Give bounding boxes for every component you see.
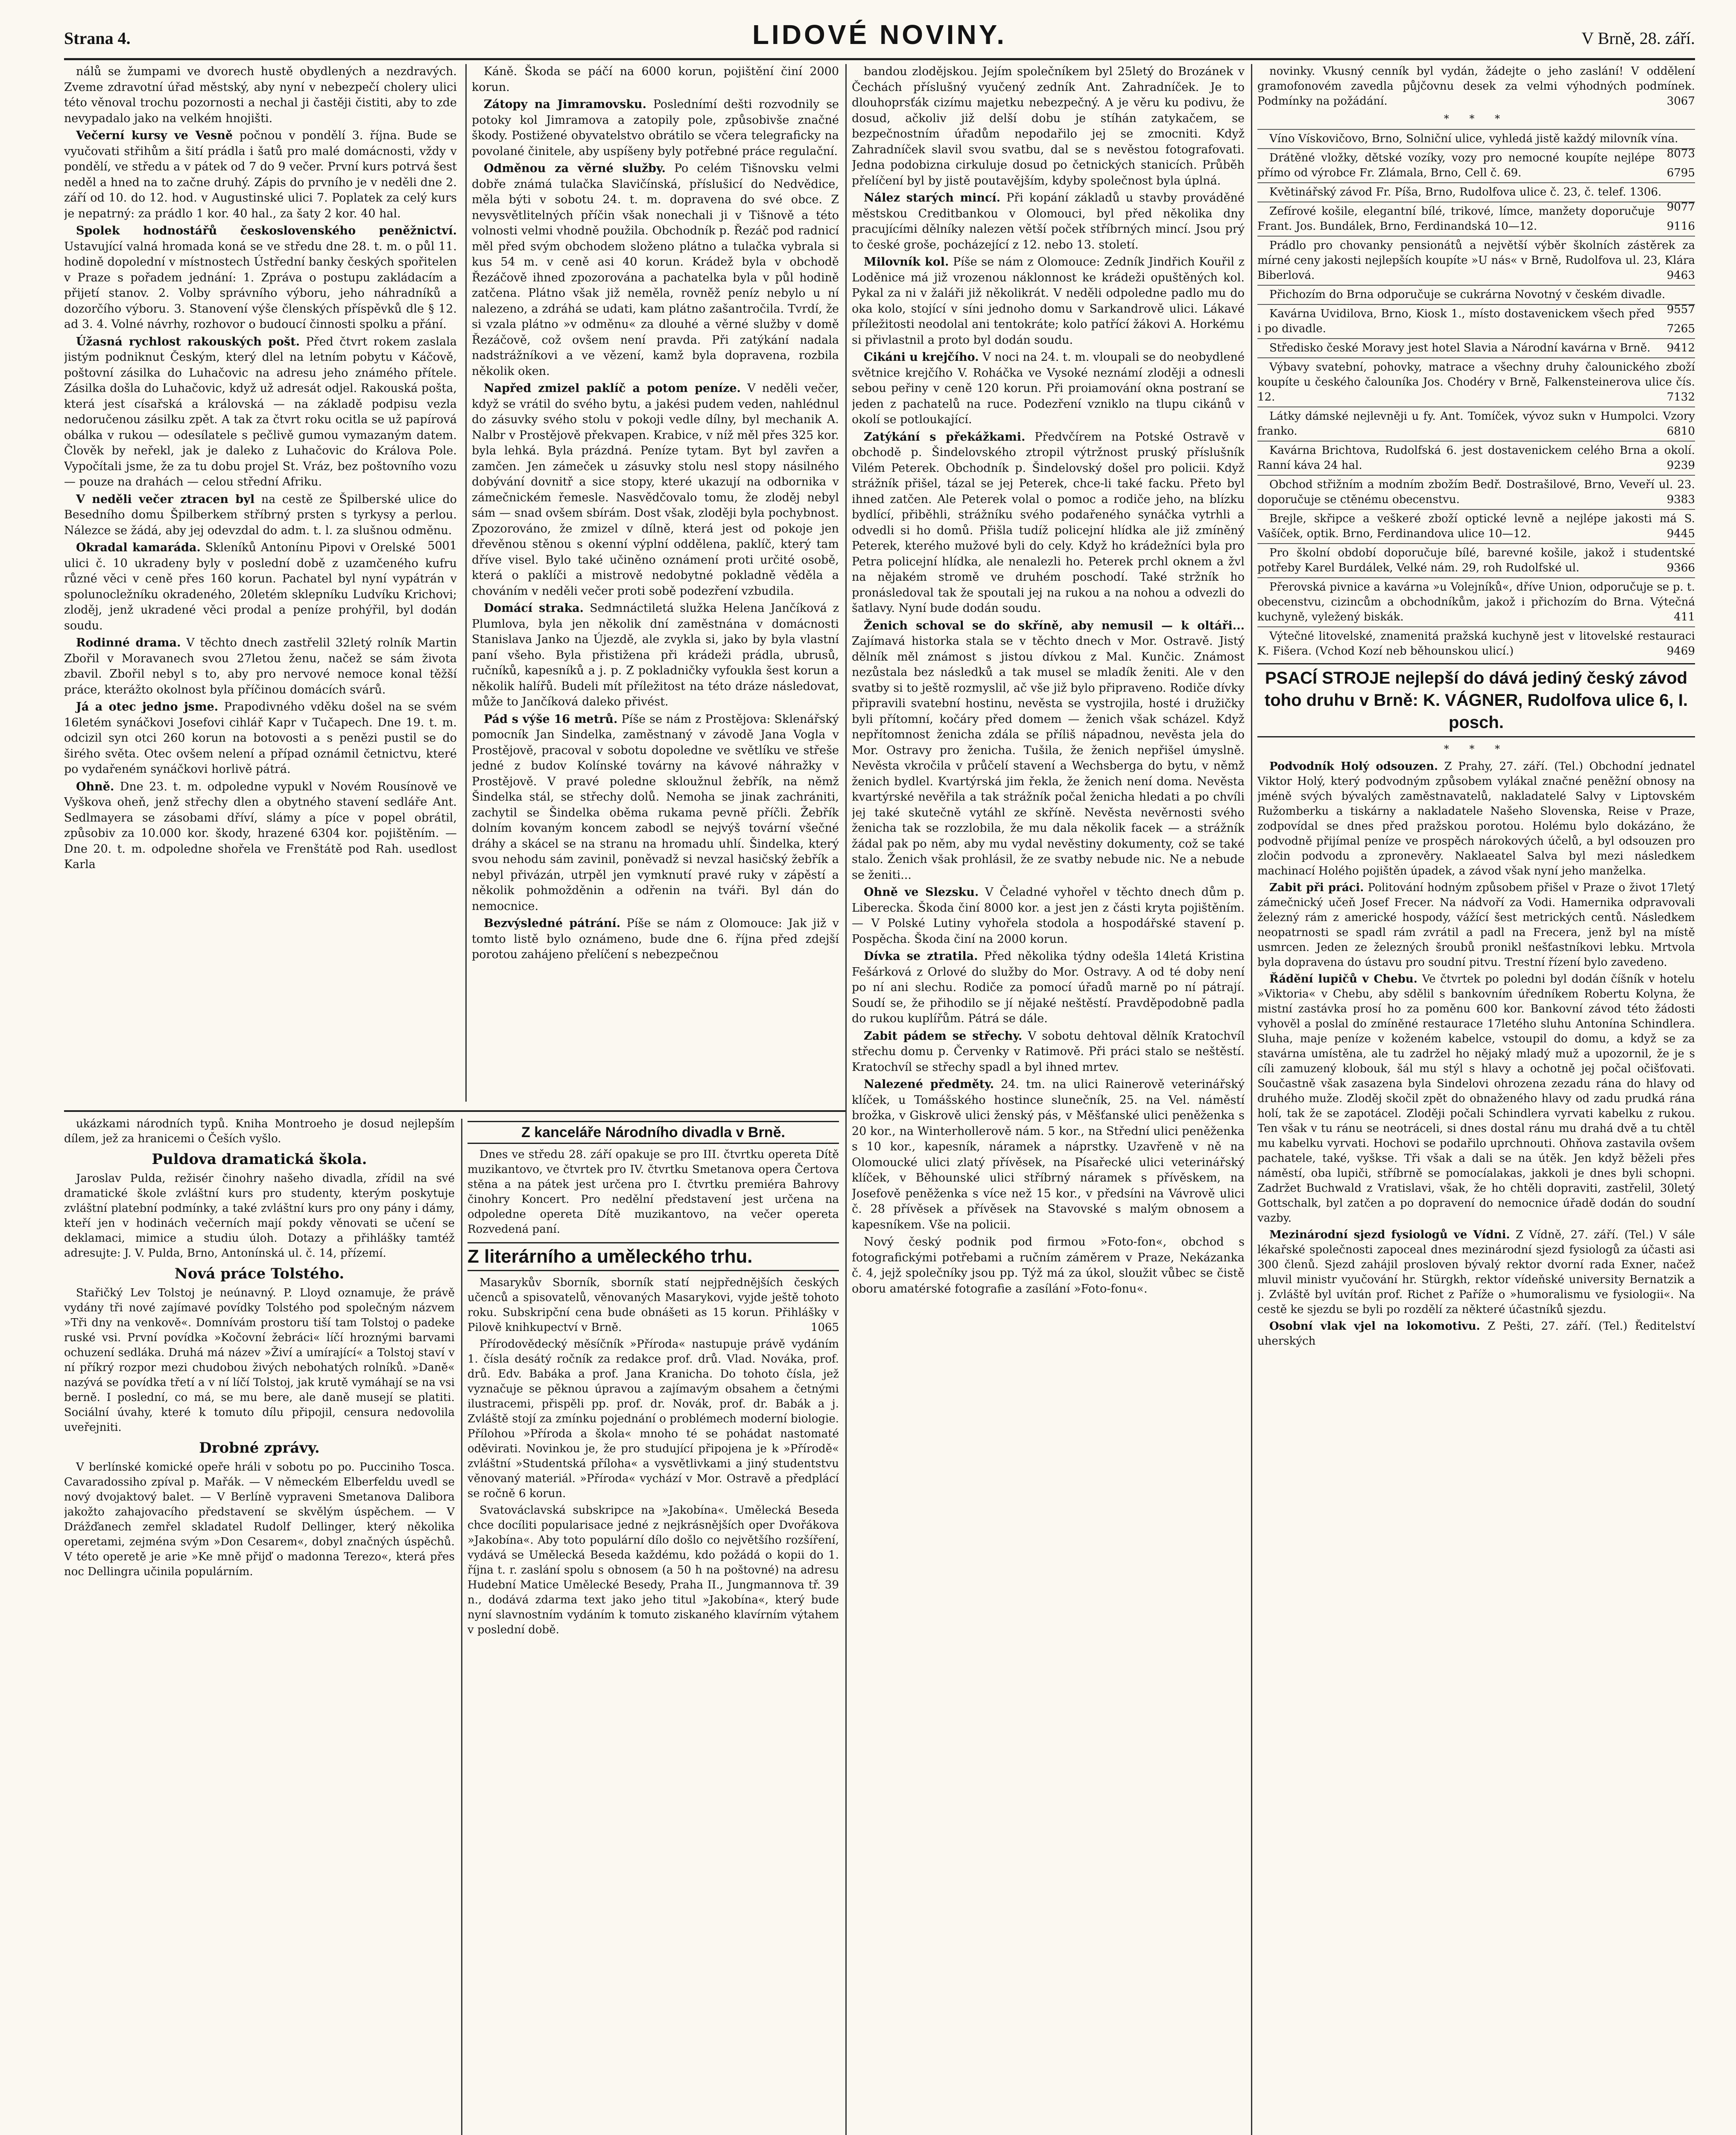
classified-ad (1257, 285, 1695, 316)
ad-number: 9239 (1666, 459, 1695, 472)
ad-text: Zefírové košile, elegantní bílé, trikové, límce, manžety doporučuje Frant. Jos. Bundálek, Brno, Ferdinandská 10—12. (1257, 205, 1655, 233)
news-text: V těchto dnech zastřelil 32letý rolník Martin Zbořil v Moravanech svou 27letou ženu, načež se sám života zbavil. Zbořil nebyl s to, aby pro nervové nemoce konal těžší práce, kterážto okolnost byla příčinou domácích svárů. (64, 636, 457, 696)
section-rule (64, 1110, 845, 1112)
ad-text: Květinářský závod Fr. Píša, Brno, Rudolfova ulice č. 23, č. telef. 1306. (1269, 186, 1662, 199)
classified-ad (1257, 626, 1695, 659)
ad-text: Přerovská pivnice a kavárna »u Volejníků«, dříve Union, odporučuje se p. t. obecenstvu, cizincům a obchodníkům, jakož i přichozím do Brna. Výtečná kuchyně, vyležený biskák. (1257, 581, 1695, 623)
classified-ads (1257, 129, 1695, 659)
news-headline: Zabit pádem se střechy. (864, 1029, 1023, 1043)
classified-ad (1257, 509, 1695, 541)
ad-text: Látky dámské nejlevněji u fy. Ant. Tomíček, vývoz sukn v Humpolci. Vzory franko. (1257, 410, 1695, 438)
ad-number: 411 (1674, 611, 1695, 623)
news-text: Dnes ve středu 28. září opakuje se pro III. čtvrtku opereta Dítě muzikantovo, ve čtvrtek pro IV. čtvrtku Smetanova opera Čertova stěna a na pátek jest určena pro I. čtvrtku premiéra Bahrovy činohry Koncert. Pro nedělní představení jest určena na odpoledne opereta Dítě muzikantovo, na večer opereta Rozvedená paní. (468, 1148, 839, 1236)
news-text: Masarykův Sborník, sborník statí nejpřednějších českých učenců a spisovatelů, věnovaných Masarykovi, vyjde ještě tohoto roku. Subskripční cena bude obnášeti as 15 korun. Přihlášky v Pilově knihkupectví v Brně. 1065 (468, 1275, 839, 1335)
column-1 (64, 64, 457, 1106)
ad-number: 9383 (1666, 493, 1695, 506)
column-divider (845, 64, 847, 2135)
column-divider (465, 64, 467, 1102)
issue-date: V Brně, 28. září. (1581, 29, 1695, 48)
classified-ad (1257, 202, 1695, 234)
classified-ad (1257, 441, 1695, 473)
news-headline: Spolek hodnostářů československého peněžnictví. (76, 224, 457, 237)
section-headline: Nová práce Tolstého. (174, 1265, 345, 1282)
news-text: Stařičký Lev Tolstoj je neúnavný. P. Lloyd oznamuje, že právě vydány tři nové zajímavé povídky Tolstého pod společným názvem »Tři dny na venkově«. Domnívám prostoru tiší tam Tolstoj o padeke ruské vsi. První povídka »Kočovní žebráci« líčí hroznými barvami ochuzení sedláka. Druhá má název »Živí a umírající« a Tolstoj staví v ní příkrý rozpor mezi chudobou živých nebohatých rolníků. »Daně« nazývá se povídka třetí a v ní líčí Tolstoj, jak krutě vymáhají se na vsi berně. I poslední, co má, se mu bere, ale daně musejí se platiti. Sociální úvahy, které k tomuto dílu připojil, censura nedovolila uveřejniti. (64, 1287, 455, 1434)
lower-column-1 (64, 1117, 455, 2135)
ad-text: Drátěné vložky, dětské vozíky, vozy pro nemocné koupíte nejlépe přímo od výrobce Fr. Zlámala, Brno, Cell č. 69. (1257, 152, 1655, 179)
news-headline: Dívka se ztratila. (864, 950, 978, 963)
ad-number: 5001 (427, 539, 457, 553)
news-headline: Nález starých mincí. (864, 191, 1001, 205)
news-headline: Okradal kamaráda. (76, 541, 201, 554)
news-text: Píše se nám z Olomouce: Jak již v tomto listě bylo oznámeno, bude dne 6. října před zdejší porotou zahájeno přelíčení s nebezpečnou (472, 917, 839, 961)
news-text: Z Vídně, 27. září. (Tel.) V sále lékařské společnosti zapoceal dnes mezinárodní sjezd fysiologů za účasti asi 300 členů. Sjezd zahájil prosloven bývalý rektor dvorní rada Exner, načež mluvil ministr vyučování hr. Stürgkh, rektor vídeňské university Bernatzik a j. Zvláště byl uvítán prof. Richet z Paříže o »humoralismu ve fysiologii«. Na cestě ke sjezdu se byli po rozdělí za některé účastníků sjezdu. (1257, 1228, 1695, 1316)
classified-ad (1257, 338, 1695, 356)
news-text: Před čtvrt rokem zaslala jistým podniknut Českým, který dlel na letním pobytu v Káčově, poštovní zásilka do Luhačovic na adresu jeho známého přítele. Zásilka došla do Luhačovic, když už adresát odjel. Rakouská pošta, která jest císařská a královská — na základě podpisu vezla nedoručenou zásilku zpět. A tak za čtvrt roku ocitla se už papírová obálka v rukou — odesílatele s pečlivě gumou vymazaným datem. Člověk by neřekl, jak je daleko z Luhačovic do Králova Pole. Vypočítali jsme, že za tu dobu projel St. Vráz, bez poštovního vozu — pouze na drahách — celou střední Afriku. (64, 335, 457, 488)
news-headline: Mezinárodní sjezd fysiologů ve Vídni. (1269, 1228, 1510, 1241)
news-headline: Řádění lupičů v Chebu. (1269, 973, 1417, 986)
ad-text: Výbavy svatební, pohovky, matrace a všechny druhy čalounického zboží koupíte u českého čalouníka Jos. Chodéry v Brně, Falkensteinerova ulice čís. 12. (1257, 361, 1695, 404)
ad-text: Kavárna Brichtova, Rudolfská 6. jest dostavenickem celého Brna a okolí. Ranní káva 24 hal. (1257, 444, 1695, 472)
header-rule (64, 58, 1695, 60)
news-headline: Ohně. (76, 780, 114, 793)
news-text: Sedmnáctiletá služka Helena Jančíková z Plumlova, byla jen několik dní zaměstnána v domácnosti Stanislava Janko na Újezdě, ale zvykla si, jako by byla vlastní paní všeho. Byla přistižena při krádeži prádla, ubrusů, ručníků, kapesníků a j. p. Z pokladničky vyfoukla šest korun a několik halířů. Budeli mít příležitost na této dráze následovat, může to Jančíková daleko přivést. (472, 602, 839, 708)
news-headline: Zatýkání s překážkami. (864, 430, 1026, 444)
separator-stars: * * * (1444, 743, 1509, 755)
classified-ad (1257, 236, 1695, 283)
classified-ad (1257, 577, 1695, 625)
ad-number: 6810 (1666, 425, 1695, 438)
column-3 (852, 64, 1245, 2135)
ad-text: Kavárna Uvidilova, Brno, Kiosk 1., místo dostavenickem všech před i po divadle. (1257, 307, 1655, 335)
news-text: Ustavující valná hromada koná se ve středu dne 28. t. m. o půl 11. hodině dopolední v místnostech Ústřední banky českých spořitelen v Praze s pořadem jednání: 1. Zpráva o postupu zakládacím a přijetí stanov. 2. Volby správního výboru, jeho náhradníků a dozorčího výboru. 3. Stanovení výše členských příspěvků dle § 12. ad 3. 4. Volné návrhy, rozhovor o budoucí činnosti spolku a přání. (64, 240, 457, 331)
news-text: na cestě ze Špilberské ulice do Besedního domu Špilberkem stříbrný prsten s tyrkysy a perlou. Nálezce se žádá, aby jej odevzdal do adm. t. l. za slušnou odměnu. (64, 492, 457, 537)
news-headline: Ohně ve Slezsku. (864, 886, 979, 899)
ad-text: Brejle, skřipce a veškeré zboží optické levně a nejlépe jakosti má S. Vašíček, optik. Brno, Ferdinandova ulice 10—12. (1257, 512, 1695, 540)
news-headline: Zabit při práci. (1269, 881, 1364, 894)
ad-number: 9412 (1666, 342, 1695, 354)
ad-text: Středisko české Moravy jest hotel Slavia a Národní kavárna v Brně. (1269, 342, 1651, 354)
news-text: Z Pešti, 27. září. (Tel.) Ředitelství uherských (1257, 1320, 1695, 1348)
ad-text: Pro školní období doporučuje bílé, barevné košile, jakož i studentské potřeby Karel Burdálek, Velké nám. 29, roh Rudolfské ul. (1257, 547, 1695, 574)
news-text: V neděli večer, když se vrátil do svého bytu, a jakési pudem veden, nahlédnul do zásuvky svého stolu v pokoji vedle dílny, byl mechanik A. Nalbr v Prostějově překvapen. Krabice, v níž měl přes 325 kor. byla lehká. Byla prázdná. Peníze tytam. Byt byl zavřen a zamčen. Jen zámeček u zásuvky stolu nesl stopy násilného dobývání dovnitř a sice stopy, které ukazují na odbornika v zámečnickém řemesle. Nasvědčovalo tomu, že zloděj nebyl sám — snad ovšem sbírám. Dost však, zloději byla pochybnost. Zpozorováno, že zmizel v dílně, která jest od pokoje jen dřevěnou stěnou s okenní výplní oddělena, paklíč, který tam dříve visel. Bylo také učiněno oznámení proti určité osobě, která o paklíči a mistrově nedobytné pokladně věděla a chováním v neděli večer proti sobě podezření vzbudila. (472, 382, 839, 598)
news-text: Z Prahy, 27. září. (Tel.) Obchodní jednatel Viktor Holý, který podvodným způsobem vylákal značné peněžní obnosy na jméně svých bývalých zaměstnavatelů, nakladatelé Salvy v Liptovském Ružomberku a tiskárny a nakladatele Našeho Slovenska, Reise v Praze, zodpovídal se dnes před pražskou porotou. Holému bylo dokázáno, že podvodně přijímal peníze ve prospěch nárokových účelů, a byl odsouzen pro zločin podvodu a zpronevěry. Naklaeatel Salva byl mezi následkem machinací Holého pojištěn úpadek, a závod však nyní jeho manželka. (1257, 760, 1695, 877)
classified-ad (1257, 475, 1695, 507)
news-text: Ve čtvrtek po poledni byl dodán číšník v hotelu »Viktoria« v Chebu, aby sdělil s bankovním úředníkem Robertu Kolyna, že mistní zastávka prosí ho za poměnu 600 kor. Bankovní závod této žádosti vyhověl a poslal do zmíněné restaurace 17letého sluhu Antonína Schindlera. Sluha, maje peníze v koženém kabelce, vstoupil do domu, a když se za stavárna umístěna, ale tu zadržel ho nějaký mladý muž a upozornil, že je s cíli zamuzený klobouk, šál mu stýl s hlavy a ochotně jej počal očišťovati. Součastně však zasazena byla Sindelovi ohrozena zezadu rána do hlavy od druhého muže. Zloděj skočil zpět do obnaženého hlavy od zadu prudká rána holí, tak že se zapotácel. Zloději počali Schindlera vyrvati kabelku z rukou. Ten však v tu ránu se neotráceli, si dnes dostal ránu mu drahá dvě a tu chtěl mu kabelku vyrvati. Hochovi se podařilo uprchnouti. Ohňova zastavila ovšem pachatele, také, vyškse. Tři však a dali se na útěk. Jen když běželi přes náměstí, oba lupiči, stříbrně se pomocíalakas, jakkoli je dnes byli schopni. Zadržet Buchwald z Vratislavi, však, že ho chtěli dopraviti, zastřelil, 30letý Gottschalk, byl zatčen a po dopravení do nemocnice úřadě dodán do soudní vazby. (1257, 973, 1695, 1225)
news-text: Politování hodným způsobem přišel v Praze o život 17letý zámečnický učeň Josef Frecer. Na nádvoří za Vodi. Hamernika odpravovali železný rám z americké hospody, vážící šest metrických centů. Následkem neopatrnosti se spadl rám zvrátil a padl na Frecera, jenž byl na místě usmrcen. Jeden ze železných šroubů pronikl nešťastníkovi lebku. Mrtvola byla dopravena do ústavu pro soudní pitvu. Trestní řízení bylo zavedeno. (1257, 881, 1695, 969)
ad-number: 3067 (1666, 95, 1695, 108)
page-header (64, 16, 1695, 57)
news-text: 24. tm. na ulici Rainerově veterinářský klíček, u Tomášského hostince slunečník, 25. na Vel. náměstí brožka, v Giskrově ulici ženský pás, v Měšťanské ulici peněženka s 20 kor., na Winterhollerově nám. 5 kor., na Střední ulici peněženka s 10 kor., kapesník, náramek a náprstky. Uzavřeně v ně na Olomoucké ulici zlatý přívěsek, na Písařecké ulici veterinářský klíček, v Běhounské ulici stříbrný náramek s přívěskem, na Josefově peněženka s více než 15 kor., v předsíni na Vávrově ulici č. 28 přívěsek a přívěsek na Stavovské s malým obnosem a kapesníkem. Vše na policii. (852, 1078, 1245, 1231)
classified-ad (1257, 148, 1695, 181)
news-text: Poslednímí dešti rozvodnily se potoky kol Jimramova a zatopily pole, způsobivše značné škody. Postižené obyvatelstvo obrátilo se včera telegraficky na povolané činitele, aby uspíšeny byly potřebné práce regulační. (472, 98, 839, 158)
column-2 (472, 64, 839, 1106)
news-text: počnou v pondělí 3. října. Bude se vyučovati střihům a šití prádla i šatů pro malé domácnosti, vždy v pondělí, ve středu a v pátek od 7 do 9 večer. První kurs potrvá šest neděl a hned na to začne druhý. Zápis do prvního je v neděli dne 2. září od 10. do 12. hod. v Augustinské ulici 7. Poplatek za celý kurs je nepatrný: za prádlo 1 kor. 40 hal., za šaty 2 kor. 40 hal. (64, 129, 457, 220)
ad-number: 6795 (1666, 167, 1695, 179)
news-text: V noci na 24. t. m. vloupali se do neobydlené světnice krejčího V. Roháčka ve Vysoké neznámí zloději a odnesli sebou peřiny v ceně 120 korun. Při proiamování okna postraní se jeden z pachatelů na ruce. Podezření vzniklo na tlupu cikánů v okolí se potloukající. (852, 351, 1245, 426)
ad-number: 8073 (1666, 147, 1695, 160)
ad-number: 7265 (1666, 322, 1695, 335)
news-headline: Pád s výše 16 metrů. (484, 712, 618, 726)
news-text: ukázkami národních typů. Kniha Montroeho je dosud nejlepším dílem, jež za hranicemi o Češích vyšlo. (64, 1117, 455, 1145)
lower-column-2 (468, 1117, 839, 2135)
ad-text: Přichozím do Brna odporučuje se cukrárna Novotný v českém divadle. (1269, 288, 1666, 301)
classified-ad (1257, 543, 1695, 576)
separator-stars: * * * (1444, 113, 1509, 125)
news-text: Zajímavá historka stala se v těchto dnech v Mor. Ostravě. Jistý dělník měl známost s jistou dívkou z Mal. Kunčic. Známost nezůstala bez následků a tak musel se mladík ženiti. Ale v den svatby si to ještě rozmyslil, ač vše již bylo připraveno. Rodiče dívky připravili svatební hostinu, nevěsta se vystrojila, hosté i družičky byli přítomní, kočáry před domem — ženich však scházel. Když nepřítomnost ženicha zdála se příliš nápadnou, nevěsta jela do Mor. Ostravy pro ženicha. Tušila, že ženich nepřišel úmyslně. Nevěsta vkročila v průčelí stavení a Wechsberga do bytu, v němž ženich bydlel. Kvartýrská jim řekla, že ženich není doma. Nevěsta kvartýrské nevěřila a tak strážník počal ženicha hledati a po chvíli jej také skutečně vytáhl ze skříně. Nevěsta nevěrnosti svého ženicha tak se rozzlobila, že mu dala několik facek — a strážník žádal pak po něm, aby mu vydal nevěstiny dokumenty, což se také stalo. Ženich však prohlásil, že ze svatby nebude nic. Ne a nebude se ženiti... (852, 635, 1245, 882)
news-headline: Cikáni u krejčího. (864, 351, 979, 364)
ad-number: 9469 (1666, 645, 1695, 658)
ad-text: Víno Vískovičovo, Brno, Solniční ulice, vyhledá jistě každý milovník vína. (1269, 132, 1678, 145)
news-headline: Odměnou za věrné služby. (484, 162, 666, 175)
ad-number: 9557 (1666, 303, 1695, 316)
news-text: Svatováclavská subskripce na »Jakobína«. Umělecká Beseda chce docíliti popularisace jedné z nejkrásnějších oper Dvořákova »Jakobína«. Aby toto populární dílo došlo co největšího rozšíření, vydává se Umělecká Beseda každému, kdo požádá o kopii do 1. října t. r. zaslání spolu s obnosem (a 50 h na poštovné) na adresu Hudební Matice Umělecké Besedy, Praha II., Jungmannova tř. 39 n., dodává zdarma text jako jeho titul »Jakobína«, který bude nyní slavnostním vydáním k tomuto ziskaného klavírním výtahem v poslední době. (468, 1504, 839, 1636)
classified-ad (1257, 129, 1695, 160)
ad-number: 9366 (1666, 562, 1695, 574)
column-divider (461, 1119, 462, 2135)
news-text: Jaroslav Pulda, režisér činohry našeho divadla, zřídil na své dramatické škole zvláštní kurs pro studenty, kterým poskytuje zvláštní platební podmínky, a také zvláštní kurs pro ony pány i dámy, kteří jen v hodinách večerních mají pokdy věnovati se učení se deklamaci, mimice a studiu úloh. Dotazy a přihlášky tamtéž adresujte: J. V. Pulda, Brno, Antonínská ul. č. 14, přízemí. (64, 1172, 455, 1260)
news-text: Předvčírem na Potské Ostravě v obchodě p. Šindelovského ztropil výtržnost pruský příslušník Vilém Peterek. Obchodník p. Šindelovský došel pro policii. Když strážník přišel, tázal se jej Peterek, chce-li také facku. Přeto byl ihned zatčen. Ale Peterek volal o pomoc a rodiče jeho, na blízku bydlící, přiběhli, strážníku svého podařeného synáčka vytrhli a odvedli si ho domů. Přišla tudíž policejní hlídka ale již zmíněný Peterek, kterého mužové byli do cely. Když ho krádežníci byla pro Petra policejní hlídka, ale nenalezli ho. Peterek prchl oknem a žvl na nějakém stromě ve druhém poschodí. Také stržník ho pronásledoval tak že spoutali jej na rukou a na nohou a odvezli do šatlavy. Nyní bude dodán soudu. (852, 430, 1245, 615)
ad-number: 9463 (1666, 269, 1695, 282)
news-text: nálů se žumpami ve dvorech hustě obydlených a nezdravých. Zveme zdravotní úřad městský, aby nyní v nebezpečí cholery ulici této věnoval trochu pozornosti a nechal ji častěji čistiti, aby to zde nevypadalo jako na velkém hnojišti. (64, 65, 457, 125)
column-divider (1251, 64, 1252, 2135)
classified-ad (1257, 407, 1695, 439)
ad-text: novinky. Vkusný cenník byl vydán, žádejte o jeho zaslání! V oddělení gramofonovém zavedla půjčovnu desek za velmi výhodných podmínek. Podmínky na požádání. 3067 (1257, 64, 1695, 109)
news-text: Přírodovědecký měsíčník »Příroda« nastupuje právě vydáním 1. čísla desátý ročník za redakce prof. drů. Vlad. Nováka, prof. drů. Edv. Babáka a prof. Jana Kranicha. Do tohoto čísla, jež vyznačuje se pěknou úpravou a zajímavým obsahem a četnými ilustracemi, přispěli pp. prof. dr. Novák, prof. dr. Babák a j. Zvláště stojí za zmínku pojednání o problémech moderní biologie. Přílohou »Příroda a škola« mnoho té se pohádat nastomaté oděvirati. Novinkou je, že pro studující připojena je k »Přírodě« zvláštní »Studentská příloha« a vysvětlivkami a jiný studentstvu věnovaný materiál. »Příroda« vychází v Mor. Ostravě a předplácí se ročně 6 korun. (468, 1338, 839, 1500)
classified-ad (1257, 304, 1695, 336)
news-text: V berlínské komické opeře hráli v sobotu po po. Pucciniho Tosca. Cavaradossiho zpíval p. Mařák. — V německém Elberfeldu uvedl se nový dvojaktový balet. — V Berlíně vypraveni Smetanova Dalibora jakožto zahajovacího představení se skvělým úspěchem. — V Drážďanech zemřel skladatel Rudolf Dellinger, který několika operetami, zejména svým »Don Cesarem«, dobyl značných úspěchů. V této operetě je arie »Ke mně přijď o madonna Terezo«, která přes noc Dellingra učinila populárním. (64, 1461, 455, 1578)
news-text: Před několika týdny odešla 14letá Kristina Fešárková z Orlové do služby do Mor. Ostravy. A od té doby není po ní ani slechu. Rodiče za pomocí úřadů marně po ní pátrají. Soudí se, že přihodilo se jí nějaké neštěstí. Pravděpodobně padla do rukou kuplířům. Pátrá se dále. (852, 950, 1245, 1025)
news-text: V Čeladné vyhořel v těchto dnech dům p. Liberecka. Škoda činí 8000 kor. a jest jen z části kryta pojištěním. — V Polské Lutiny vyhořela stodola a hospodářské stavení p. Pospěcha. Škoda činí na 2000 korun. (852, 886, 1245, 946)
news-headline: Zátopy na Jimramovsku. (484, 98, 647, 111)
news-text: Píše se nám z Olomouce: Zedník Jindřich Kouřil z Loděnice má již vrozenou náklonnost ke krádeži opuštěných kol. Pykal za ni v žaláři již několikrát. V neděli odpoledne padlo mu do oka kolo, stojící v síni jednoho domu v Sarkandrově ulici. Lákavé příležitosti neodolal ani tentokráte; kolo patřící žákovi A. Horkému si přivlastnil a proto byl dodán soudu. (852, 255, 1245, 347)
ad-number: 9077 (1666, 201, 1695, 214)
news-headline: Milovník kol. (864, 255, 949, 269)
news-text: V sobotu dehtoval dělník Kratochvíl střechu domu p. Červenky v Ratimově. Při práci stalo se neštěstí. Kratochvíl se střechy spadl a byl ihned mrtev. (852, 1029, 1245, 1074)
ad-number: 7132 (1666, 391, 1695, 404)
news-headline: Podvodník Holý odsouzen. (1269, 760, 1438, 773)
ad-number: 9445 (1666, 527, 1695, 540)
news-headline: V neděli večer ztracen byl (76, 492, 255, 506)
news-headline: Večerní kursy ve Vesně (76, 129, 233, 142)
news-headline: Ženich schoval se do skříně, aby nemusil — k oltáři... (864, 619, 1245, 632)
news-text: Dne 23. t. m. odpoledne vypukl v Novém Rousínově ve Vyškova oheň, jenž střechy dlen a obytného stavení sedláře Ant. Sedlmayera se zásobami dříví, slámy a píce v popel obrátil, způsobiv za 10.000 kor. škody, hrazené 6304 kor. pojištěním. — Dne 20. t. m. odpoledne shořela ve Frenštátě pod Rah. usedlost Karla (64, 780, 457, 871)
section-headline: Z literárního a uměleckého trhu. (468, 1242, 839, 1271)
news-headline: Já a otec jedno jsme. (76, 700, 219, 714)
ad-number: 1065 (810, 1321, 839, 1334)
typewriter-ad: PSACÍ STROJE nejlepší do dává jediný český závod toho druhu v Brně: K. VÁGNER, Rudolfova ulice 6, I. posch. (1257, 663, 1695, 737)
masthead-title: LIDOVÉ NOVINY. (752, 19, 1007, 50)
section-headline: Puldova dramatická škola. (152, 1151, 367, 1168)
news-text: Při kopání základů u stavby prováděné městskou Creditbankou v Olomouci, byl před několika dny pracujícími dělníky nalezen větší poček stříbrných mincí. Jsou prý to české groše, pocházející z 12. nebo 13. století. (852, 191, 1245, 252)
news-text: bandou zlodějskou. Jejím společníkem byl 25letý do Brozánek v Čechách příslušný vyučený zedník Ant. Zahradníček. Je to dlouhoprsťák cizímu majetku nebezpečný. A je věru ku podivu, že dosud, ačkoliv již delší dobu je stíhán zatykačem, se bezpečnostním úřadům nepodařilo jej se zmocniti. Když Zahradníček slavil svou svatbu, dal se s nevěstou fotografovati. Jedna podobizna cirkuluje dosud po četnických stanicích. Průběh přelíčení byl by jistě poutavějším, kdyby společnost byla úplná. (852, 65, 1245, 187)
ad-text: Výtečné litovelské, znamenitá pražská kuchyně jest v litovelské restauraci K. Fišera. (Vchod Kozí neb běhounskou ulicí.) (1257, 630, 1695, 658)
news-headline: Domácí straka. (484, 602, 584, 615)
news-headline: Rodinné drama. (76, 636, 181, 649)
news-text: Skleníků Antonínu Pipovi v Orelské ulici č. 10 ukradeny byly v poslední době z uzamčeného kufru různé věci v ceně přes 160 korun. Pachatel byl nyní vypátrán v spolunocležníku okradeného, 20letém sklepníku Ludvíku Krichovi; zloděj, jenž ukradené věci prodal a peníze prohýřil, byl dodán soudu. (64, 541, 457, 632)
news-text: Prapodivného vděku došel na se svém 16letém synáčkovi Josefovi cihlář Kapr v Tučapech. Dne 19. t. m. odcizil syn otci 260 korun na botovosti a s penězi pustil se do širého světa. Otec ovšem nelení a případ oznámil četnictvu, které po vydařeném synáčkovi horlivě pátrá. (64, 700, 457, 776)
ad-number: 9116 (1666, 220, 1695, 233)
news-headline: Úžasná rychlost rakouských pošt. (76, 335, 300, 348)
column-4 (1257, 64, 1695, 2135)
section-headline: Z kanceláře Národního divadla v Brně. (468, 1121, 839, 1144)
ad-text: Obchod střižním a modním zbožím Bedř. Dostrašilové, Brno, Veveří ul. 23. doporučuje se ctěnému obecenstvu. (1257, 478, 1695, 506)
news-headline: Bezvýsledné pátrání. (484, 917, 621, 930)
ad-text: Prádlo pro chovanky pensionátů a největší výběr školních zástěrek za mírné ceny jakosti nejlepších koupíte »U nás« v Brně, Rudolfova ul. 23, Klára Biberlová. (1257, 239, 1695, 282)
news-text: Nový český podnik pod firmou »Foto-fon«, obchod s fotografickými potřebami a ručním záměrem v Praze, Nekázanka č. 4, jejž společníky jsou pp. Týž má za úkol, sloužit vůbec se čistě oboru amatérské fotografie a zasílání »Foto-fonu«. (852, 1235, 1245, 1296)
news-text: Po celém Tišnovsku velmi dobře známá tulačka Slavičínská, příslušicí do Nedvědice, měla býti v sobotu 24. t. m. dopravena do své obce. Z nevysvětlitelných příčin však nonechali ji v Tišnově a této volnosti velmi vhodně použila. Obchodník p. Řezáč pod radnicí měl před svým obchodem složeno plátno a tulačka vybrala si kus 54 m. v ceně asi 40 korun. Krádež byla v obchodě Řezáčově ihned zpozorována a pachatelka byla v půl hodině zatčena. Plátno však již neměla, rovněž peníz nebylo u ní nalezeno, a zdráhá se udati, kam plátno zašantročila. Tvrdí, že si vzala plátno »v odměnu« za dlouhé a věrné služby v domě Řezáčově, což ovšem není pravda. Při zatýkání nadala nadstrážníkovi a ve vězení, kamž byla dopravena, rozbila několik oken. (472, 162, 839, 378)
news-headline: Napřed zmizel paklíč a potom peníze. (484, 382, 741, 395)
news-headline: Nalezené předměty. (864, 1078, 994, 1091)
news-text: Píše se nám z Prostějova: Sklenářský pomocník Jan Sindelka, zaměstnaný v závodě Jana Vogla v Prostějově, pracoval v sobotu dopoledne ve světlíku ve střeše jedné z budov Kolínské továrny na kávové náhražky v Prostějově. V pravé poledne skloužnul žebřík, na němž Šindelka stál, se střechy dolů. Nemoha se jinak zachrániti, zachytil se Šindelka oběma rukama pevně příčli. Žebřík dolním kovaným koncem zabodl se nejvýš tovární všečné dráhy a skácel se na stranu na hromadu uhlí. Šindelka, který svou nehodu sám zavinil, poněvadž si nevzal hasičský žebřík a nebyl přivázán, utrpěl jen vymknutí pravé ruky v zápěstí a několik pohmožděnin a odřenin na tváři. Byl dán do nemocnice. (472, 712, 839, 913)
news-headline: Osobní vlak vjel na lokomotivu. (1269, 1320, 1480, 1333)
news-text: Káně. Škoda se páčí na 6000 korun, pojištění činí 2000 korun. (472, 65, 839, 94)
classified-ad (1257, 357, 1695, 405)
section-headline: Drobné zprávy. (199, 1439, 320, 1456)
classified-ad (1257, 182, 1695, 214)
page-number: Strana 4. (64, 29, 131, 48)
